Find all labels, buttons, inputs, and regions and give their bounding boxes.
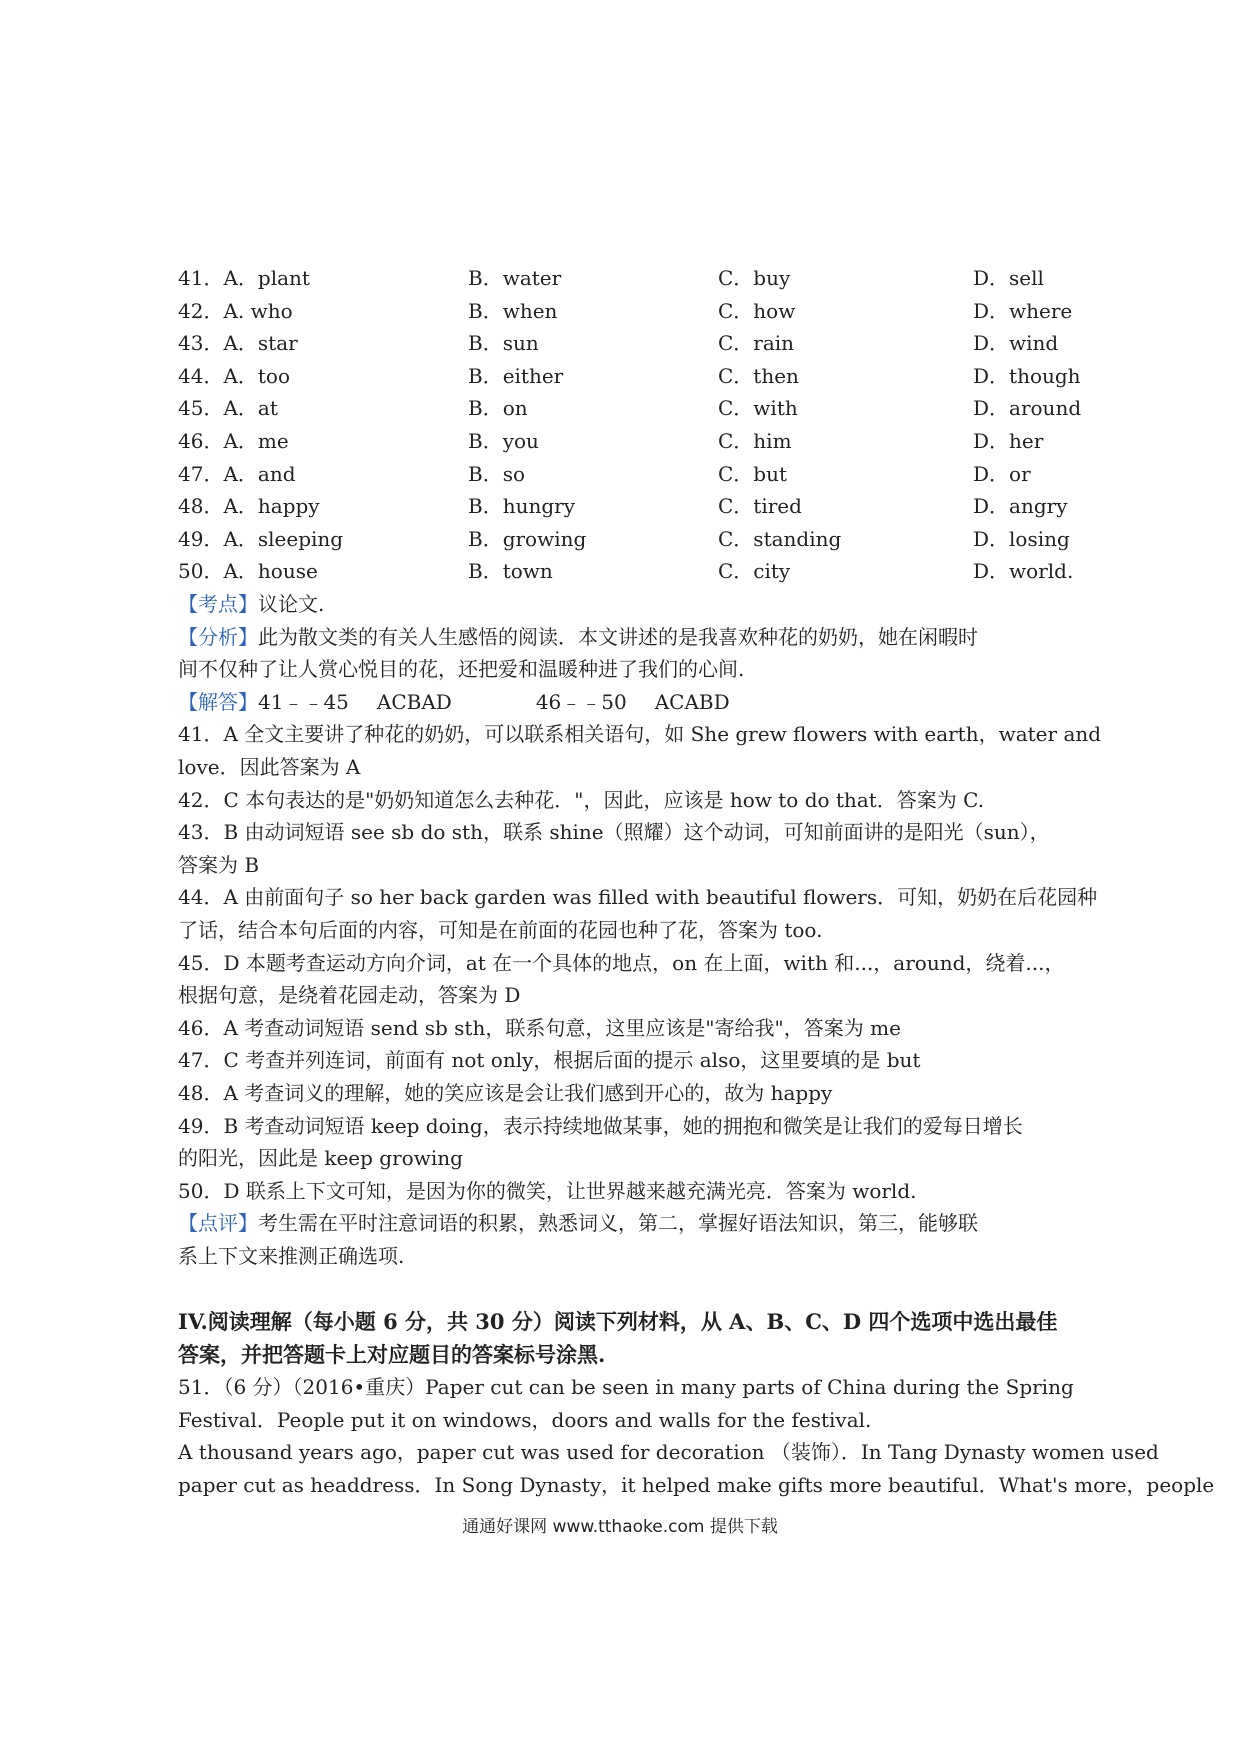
option-row: 44．A．too B．either C．then D．though bbox=[178, 363, 1081, 388]
explanation-line: 46．A 考查动词短语 send sb sth，联系句意，这里应该是"寄给我"，答案为 me bbox=[178, 1015, 901, 1040]
explanation-line: 的阳光，因此是 keep growing bbox=[178, 1146, 463, 1171]
option-row: 43．A．star B．sun C．rain D．wind bbox=[178, 331, 1059, 356]
answer-analysis bbox=[178, 588, 1102, 1272]
passage-line: A thousand years ago，paper cut was used for decoration （装饰）．In Tang Dynasty women used bbox=[178, 1440, 1159, 1465]
options-table bbox=[178, 262, 1082, 588]
reading-passage bbox=[178, 1371, 1215, 1501]
option-row: 47．A．and B．so C．but D．or bbox=[178, 461, 1031, 486]
explanation-line: 49．B 考查动词短语 keep doing，表示持续地做某事，她的拥抱和微笑是让我们的爱每日增长 bbox=[178, 1113, 1023, 1138]
section-heading: IV.阅读理解（每小题 6 分，共 30 分）阅读下列材料，从 A、B、C、D 四个选项中选出最佳 答案，并把答题卡上对应题目的答案标号涂黑. bbox=[178, 1309, 1058, 1367]
explanation-line: 50．D 联系上下文可知，是因为你的微笑，让世界越来越充满光亮．答案为 world. bbox=[178, 1178, 917, 1203]
explanation-line: 答案为 B bbox=[178, 852, 260, 877]
fenxi-tag: 【分析】 bbox=[178, 624, 258, 649]
option-row: 49．A．sleeping B．growing C．standing D．losing bbox=[178, 526, 1070, 551]
kaodian-tag: 【考点】 bbox=[178, 592, 258, 616]
jieda-tag: 【解答】 bbox=[178, 689, 258, 714]
explanation-line: 了话，结合本句后面的内容，可知是在前面的花园也种了花，答案为 too. bbox=[178, 917, 823, 942]
fenxi-line: 【分析】此为散文类的有关人生感悟的阅读．本文讲述的是我喜欢种花的奶奶，她在闲暇时 bbox=[178, 624, 978, 649]
passage-line: 51．（6 分）（2016•重庆）Paper cut can be seen in many parts of China during the Spring bbox=[178, 1375, 1074, 1399]
option-row: 45．A．at B．on C．with D．around bbox=[178, 396, 1082, 421]
explanation-line: 43．B 由动词短语 see sb do sth，联系 shine（照耀）这个动词，可知前面讲的是阳光（sun）， bbox=[178, 820, 1050, 845]
fenxi-line: 间不仅种了让人赏心悦目的花，还把爱和温暖种进了我们的心间. bbox=[178, 657, 745, 682]
option-row: 41．A．plant B．water C．buy D．sell bbox=[178, 266, 1044, 290]
explanation-line: 42．C 本句表达的是"奶奶知道怎么去种花．"，因此，应该是 how to do that．答案为 C. bbox=[178, 787, 985, 812]
explanation-line: 47．C 考查并列连词，前面有 not only，根据后面的提示 also，这里要填的是 but bbox=[178, 1048, 921, 1073]
jieda-line: 【解答】41﹣﹣45 ACBAD 46﹣﹣50 ACABD bbox=[178, 689, 730, 714]
option-row: 46．A．me B．you C．him D．her bbox=[178, 428, 1044, 453]
explanation-line: 45．D 本题考查运动方向介词，at 在一个具体的地点，on 在上面，with 和...，around，绕着...， bbox=[178, 950, 1065, 975]
option-row: 42．A. who B．when C．how D．where bbox=[178, 298, 1073, 323]
explanation-line: love．因此答案为 A bbox=[178, 754, 361, 779]
explanation-line: 48．A 考查词义的理解，她的笑应该是会让我们感到开心的，故为 happy bbox=[178, 1080, 833, 1105]
dianping-line: 【点评】考生需在平时注意词语的积累，熟悉词义，第二，掌握好语法知识，第三，能够联 bbox=[178, 1211, 978, 1236]
explanation-line: 44．A 由前面句子 so her back garden was filled with beautiful flowers．可知，奶奶在后花园种 bbox=[178, 885, 1098, 910]
dianping-line: 系上下文来推测正确选项. bbox=[178, 1243, 405, 1268]
explanation-line: 根据句意，是绕着花园走动，答案为 D bbox=[178, 983, 521, 1008]
dianping-tag: 【点评】 bbox=[178, 1211, 258, 1236]
explanation-line: 41．A 全文主要讲了种花的奶奶，可以联系相关语句，如 She grew flowers with earth，water and bbox=[178, 722, 1102, 747]
page-footer: 通通好课网 www.tthaoke.com 提供下载 bbox=[462, 1517, 778, 1537]
option-row: 50．A．house B．town C．city D．world. bbox=[178, 559, 1074, 584]
passage-line: paper cut as headdress．In Song Dynasty，it helped make gifts more beautiful．What's more，people bbox=[178, 1472, 1215, 1497]
option-row: 48．A．happy B．hungry C．tired D．angry bbox=[178, 494, 1068, 519]
passage-line: Festival．People put it on windows，doors and walls for the festival. bbox=[178, 1407, 872, 1432]
kaodian-line: 【考点】议论文. bbox=[178, 592, 325, 616]
